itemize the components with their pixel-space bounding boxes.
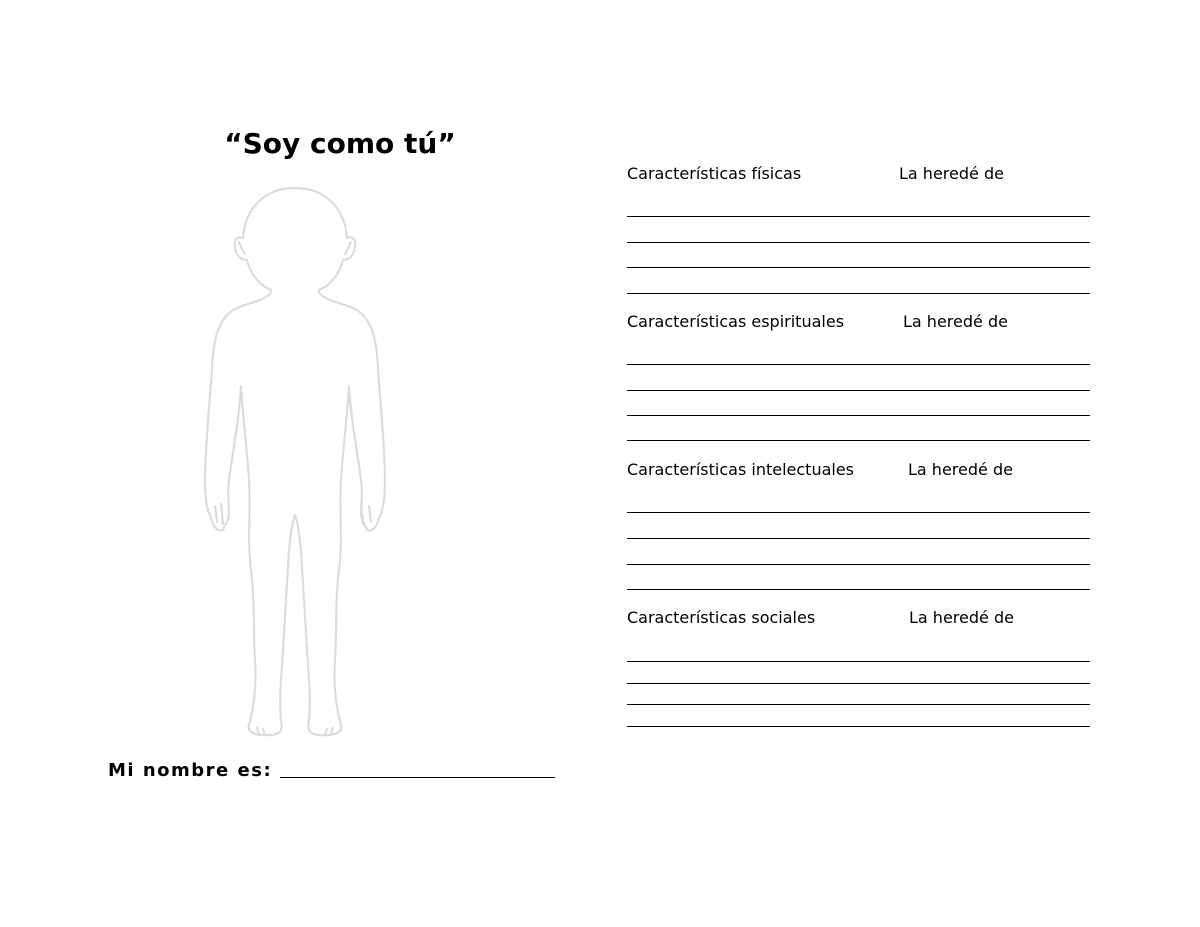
answer-line[interactable]: [627, 704, 1090, 705]
inherited-from-label: La heredé de: [899, 164, 1004, 183]
section-spiritual: [627, 312, 1090, 336]
answer-line[interactable]: [627, 683, 1090, 684]
answer-line[interactable]: [627, 364, 1090, 365]
section-label: Características intelectuales: [627, 460, 855, 479]
answer-line[interactable]: [627, 538, 1090, 539]
answer-line[interactable]: [627, 216, 1090, 217]
answer-line[interactable]: [627, 512, 1090, 513]
section-label: Características espirituales: [627, 312, 845, 331]
inherited-from-label: La heredé de: [909, 608, 1014, 627]
answer-line[interactable]: [627, 267, 1090, 268]
name-field: [108, 760, 555, 781]
inherited-from-label: La heredé de: [908, 460, 1013, 479]
answer-line[interactable]: [627, 726, 1090, 727]
answer-line[interactable]: [627, 415, 1090, 416]
answer-line[interactable]: [627, 390, 1090, 391]
child-body-outline-icon: [195, 180, 395, 745]
inherited-from-label: La heredé de: [903, 312, 1008, 331]
section-intellectual: [627, 460, 1090, 484]
answer-line[interactable]: [627, 661, 1090, 662]
name-label: Mi nombre es:: [108, 760, 273, 781]
section-label: Características físicas: [627, 164, 802, 183]
section-social: [627, 608, 1090, 632]
answer-line[interactable]: [627, 293, 1090, 294]
section-physical: [627, 164, 1090, 188]
answer-line[interactable]: [627, 589, 1090, 590]
section-header: [627, 608, 1090, 632]
section-label: Características sociales: [627, 608, 816, 627]
section-header: [627, 164, 1090, 188]
section-header: [627, 312, 1090, 336]
answer-line[interactable]: [627, 564, 1090, 565]
section-header: [627, 460, 1090, 484]
answer-line[interactable]: [627, 242, 1090, 243]
page-title: “Soy como tú”: [224, 127, 456, 160]
name-blank-line[interactable]: [280, 777, 555, 778]
answer-line[interactable]: [627, 440, 1090, 441]
